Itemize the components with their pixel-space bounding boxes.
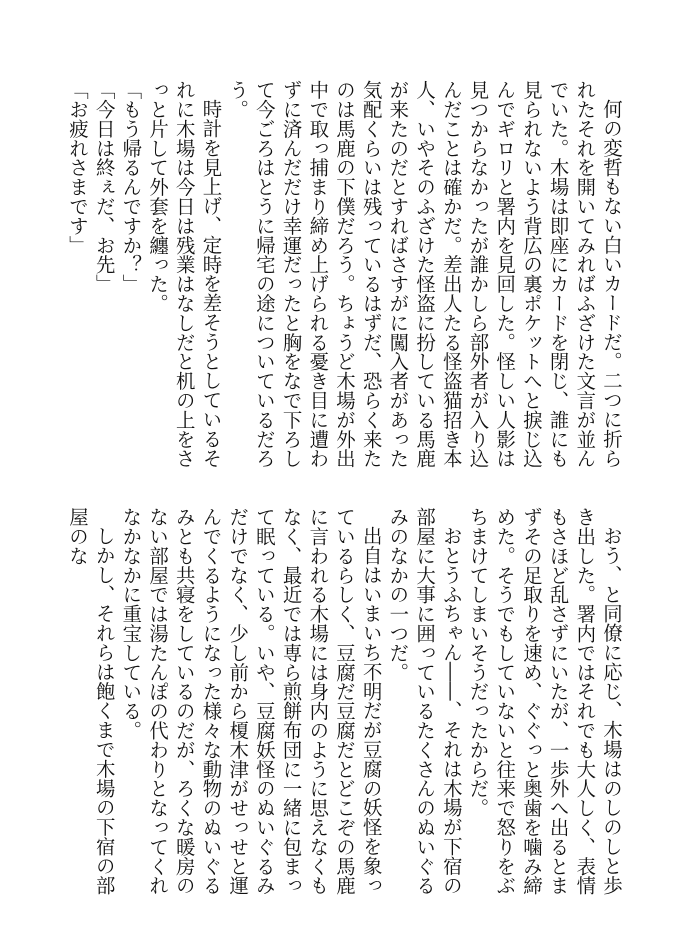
paragraph: 出自はいまいち不明だが豆腐の妖怪を象っているらしく、豆腐だ豆腐だとどこぞの馬鹿に言われる木場には身内のように思えなくもなく、最近では専ら煎餅布団に一緒に包まって眠っている。いや、豆腐妖怪のぬいぐるみだけでなく、少し前から榎木津がせっせと運んでくるようになった様々な動物のぬいぐるみとも共寝をしているのだが、ろくな暖房のない部屋では湯たんぽの代わりとなってくれなかなかに重宝している。 [119,507,383,895]
paragraph: おとうふちゃん――、それは木場が下宿の部屋に大事に囲っているたくさんのぬいぐるみのなかの一つだ。 [386,507,463,895]
text-block-bottom [63,507,624,907]
paragraph: おう、と同僚に応じ、木場はのしのしと歩き出した。署内ではそれでも大人しく、表情もさほど乱さずにいたが、一歩外へ出るとまずその足取りを速め、ぐぐっと奥歯を噛み締めた。そうでもしていないと往来で怒りをぶちまけてしまいそうだったからだ。 [466,507,623,895]
paragraph: 何の変哲もない白いカードだ。二つに折られたそれを開いてみればふざけた文言が並んでいた。木場は即座にカードを閉じ、誰にも見られないよう背広の裏ポケットへと捩じ込んでギロリと署内を見回した。怪しい人影は見つからなかったが誰かしら部外者が入り込んだことは確かだ。差出人たる怪盗猫招き本人、いやそのふざけた怪盗に扮している馬鹿が来たのだとすればさすがに闖入者があった気配くらいは残っているはずだ、恐らく来たのは馬鹿の下僕だろう。ちょうど木場が外出中で取っ捕まり締め上げられる憂き目に遭わずに済んだだけ幸運だったと胸をなで下ろして今ごろはとうに帰宅の途についているだろう。 [226,80,623,468]
paragraph: しかし、それらは飽くまで木場の下宿の部屋のな [65,507,116,895]
dialog-line: 「もう帰るんですか？」 [119,80,143,294]
text-block-top [63,80,624,480]
paragraph: 時計を見上げ、定時を差そうとしているそれに木場は今日は残業はなしだと机の上をさっと片して外套を纏った。 [146,80,223,468]
dialog-line: 「今日は終ぇだ、お先」 [92,80,116,294]
dialog-line: 「お疲れさまです」 [65,80,89,255]
